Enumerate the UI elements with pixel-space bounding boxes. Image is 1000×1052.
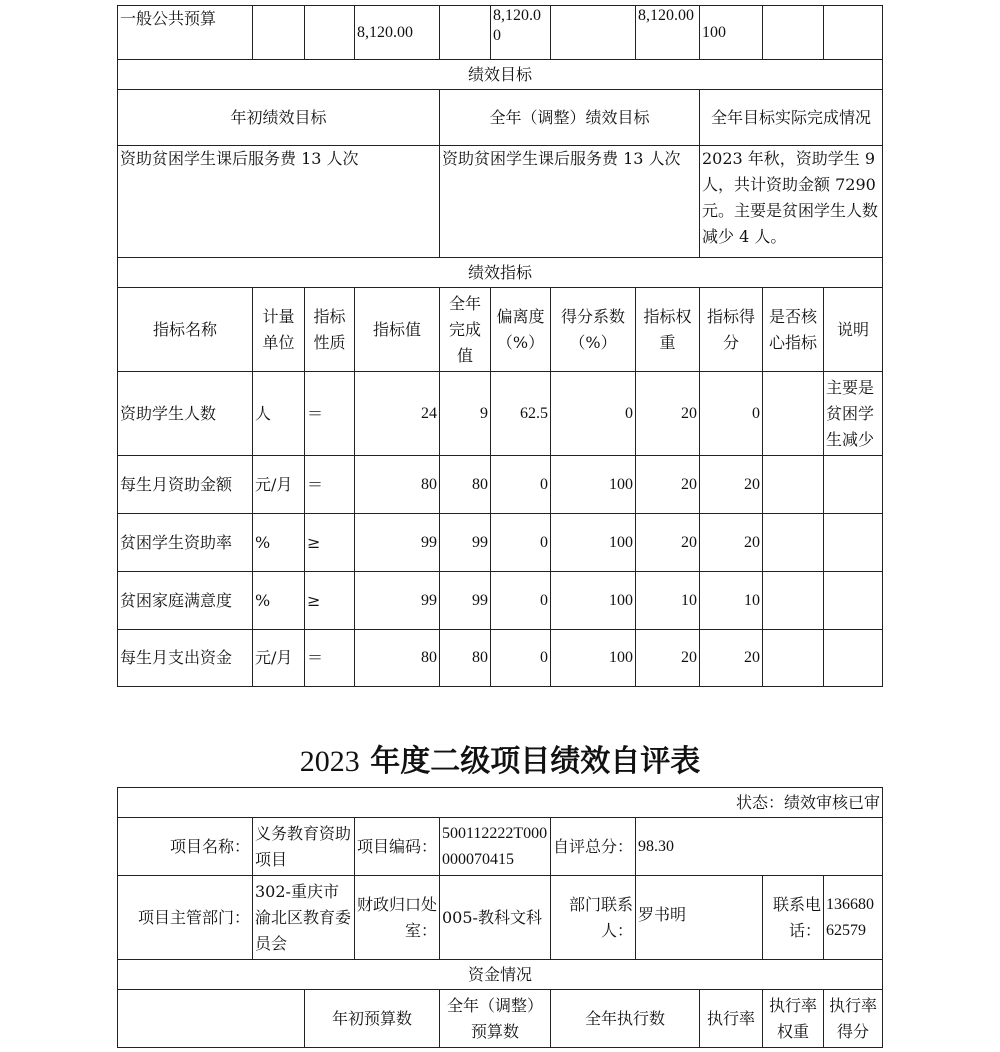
indicator-deviation: 0 bbox=[491, 514, 551, 572]
funds-header: 执行率得分 bbox=[824, 990, 883, 1048]
indicator-header: 指标得分 bbox=[700, 288, 763, 372]
funds-header: 全年（调整）预算数 bbox=[440, 990, 551, 1048]
project-name: 义务教育资助项目 bbox=[253, 818, 355, 876]
indicator-coefficient: 0 bbox=[551, 372, 636, 456]
indicator-core bbox=[763, 372, 824, 456]
funds-header-blank bbox=[118, 990, 305, 1048]
indicator-core bbox=[763, 514, 824, 572]
indicator-unit: % bbox=[253, 572, 305, 630]
indicator-header: 得分系数（%） bbox=[551, 288, 636, 372]
indicator-note: 主要是贫困学生减少 bbox=[824, 372, 883, 456]
indicator-deviation: 0 bbox=[491, 572, 551, 630]
goals-header: 年初绩效目标 bbox=[118, 90, 440, 146]
actual-result: 2023 年秋，资助学生 9 人，共计资助金额 7290 元。主要是贫困学生人数减少 4 人。 bbox=[700, 146, 883, 258]
indicator-done: 99 bbox=[440, 514, 491, 572]
funds-header: 全年执行数 bbox=[551, 990, 700, 1048]
indicator-name: 每生月支出资金 bbox=[118, 630, 253, 687]
indicator-score: 20 bbox=[700, 514, 763, 572]
project-name-label: 项目名称： bbox=[118, 818, 253, 876]
indicator-value: 99 bbox=[355, 572, 440, 630]
finance-label: 财政归口处室： bbox=[355, 876, 440, 960]
indicator-header: 说明 bbox=[824, 288, 883, 372]
self-score: 98.30 bbox=[636, 818, 883, 876]
budget-row bbox=[118, 6, 883, 60]
finance-value: 005-教科文科 bbox=[440, 876, 551, 960]
budget-cell: 8,120.00 bbox=[355, 6, 440, 60]
contact-value: 罗书明 bbox=[636, 876, 763, 960]
indicator-value: 24 bbox=[355, 372, 440, 456]
indicator-header: 是否核心指标 bbox=[763, 288, 824, 372]
indicator-note bbox=[824, 572, 883, 630]
indicator-header: 偏离度（%） bbox=[491, 288, 551, 372]
indicator-coefficient: 100 bbox=[551, 630, 636, 687]
budget-label: 一般公共预算 bbox=[118, 6, 253, 60]
indicator-header: 全年完成值 bbox=[440, 288, 491, 372]
indicator-note bbox=[824, 514, 883, 572]
indicator-nature: ＝ bbox=[305, 372, 355, 456]
indicator-header: 指标名称 bbox=[118, 288, 253, 372]
indicator-value: 99 bbox=[355, 514, 440, 572]
title-text: 年度二级项目绩效自评表 bbox=[359, 744, 701, 779]
indicator-name: 贫困家庭满意度 bbox=[118, 572, 253, 630]
indicator-deviation: 62.5 bbox=[491, 372, 551, 456]
performance-table bbox=[117, 5, 883, 687]
goals-header: 全年（调整）绩效目标 bbox=[440, 90, 700, 146]
indicator-nature: ＝ bbox=[305, 630, 355, 687]
indicator-core bbox=[763, 572, 824, 630]
indicator-unit: 元/月 bbox=[253, 456, 305, 514]
dept-value: 302-重庆市渝北区教育委员会 bbox=[253, 876, 355, 960]
title-year: 2023 bbox=[299, 745, 360, 778]
budget-cell bbox=[763, 6, 824, 60]
indicator-nature: ≥ bbox=[305, 572, 355, 630]
indicator-unit: 人 bbox=[253, 372, 305, 456]
indicator-header: 计量单位 bbox=[253, 288, 305, 372]
indicator-deviation: 0 bbox=[491, 456, 551, 514]
indicator-name: 贫困学生资助率 bbox=[118, 514, 253, 572]
funds-header: 执行率 bbox=[700, 990, 763, 1048]
indicator-weight: 20 bbox=[636, 456, 700, 514]
table-row bbox=[118, 572, 883, 630]
indicator-score: 10 bbox=[700, 572, 763, 630]
indicator-weight: 20 bbox=[636, 372, 700, 456]
budget-cell bbox=[824, 6, 883, 60]
budget-cell bbox=[305, 6, 355, 60]
funds-header: 年初预算数 bbox=[305, 990, 440, 1048]
indicator-header: 指标权重 bbox=[636, 288, 700, 372]
budget-cell bbox=[440, 6, 491, 60]
budget-cell: 8,120.00 bbox=[491, 6, 551, 60]
indicator-note bbox=[824, 630, 883, 687]
goals-header: 全年目标实际完成情况 bbox=[700, 90, 883, 146]
indicator-deviation: 0 bbox=[491, 630, 551, 687]
indicator-core bbox=[763, 630, 824, 687]
indicator-unit: % bbox=[253, 514, 305, 572]
indicator-done: 80 bbox=[440, 456, 491, 514]
indicator-coefficient: 100 bbox=[551, 514, 636, 572]
indicator-nature: ＝ bbox=[305, 456, 355, 514]
table-row bbox=[118, 372, 883, 456]
indicator-header: 指标值 bbox=[355, 288, 440, 372]
goals-section-title: 绩效目标 bbox=[118, 60, 883, 90]
indicator-weight: 20 bbox=[636, 514, 700, 572]
initial-goal: 资助贫困学生课后服务费 13 人次 bbox=[118, 146, 440, 258]
funds-header: 执行率权重 bbox=[763, 990, 824, 1048]
indicator-coefficient: 100 bbox=[551, 456, 636, 514]
contact-label: 部门联系人： bbox=[551, 876, 636, 960]
budget-cell: 100 bbox=[700, 6, 763, 60]
budget-cell bbox=[253, 6, 305, 60]
indicator-value: 80 bbox=[355, 456, 440, 514]
self-score-label: 自评总分： bbox=[551, 818, 636, 876]
adjusted-goal: 资助贫困学生课后服务费 13 人次 bbox=[440, 146, 700, 258]
indicators-section-title: 绩效指标 bbox=[118, 258, 883, 288]
indicator-note bbox=[824, 456, 883, 514]
indicator-nature: ≥ bbox=[305, 514, 355, 572]
project-info-table bbox=[117, 787, 883, 1048]
budget-cell: 8,120.00 bbox=[636, 6, 700, 60]
status-badge: 状态：绩效审核已审 bbox=[118, 788, 883, 818]
indicator-value: 80 bbox=[355, 630, 440, 687]
indicator-weight: 10 bbox=[636, 572, 700, 630]
indicator-score: 20 bbox=[700, 630, 763, 687]
indicator-done: 9 bbox=[440, 372, 491, 456]
indicator-name: 每生月资助金额 bbox=[118, 456, 253, 514]
phone-label: 联系电话： bbox=[763, 876, 824, 960]
indicator-unit: 元/月 bbox=[253, 630, 305, 687]
project-code-label: 项目编码： bbox=[355, 818, 440, 876]
indicator-done: 99 bbox=[440, 572, 491, 630]
phone-value: 13668062579 bbox=[824, 876, 883, 960]
indicator-header: 指标性质 bbox=[305, 288, 355, 372]
budget-cell bbox=[551, 6, 636, 60]
page-title bbox=[0, 742, 1000, 782]
table-row bbox=[118, 630, 883, 687]
table-row bbox=[118, 456, 883, 514]
indicator-score: 20 bbox=[700, 456, 763, 514]
indicator-core bbox=[763, 456, 824, 514]
table-row bbox=[118, 514, 883, 572]
indicators-header-row bbox=[118, 288, 883, 372]
funds-section-title: 资金情况 bbox=[118, 960, 883, 990]
indicator-weight: 20 bbox=[636, 630, 700, 687]
indicator-done: 80 bbox=[440, 630, 491, 687]
indicator-coefficient: 100 bbox=[551, 572, 636, 630]
indicator-name: 资助学生人数 bbox=[118, 372, 253, 456]
indicator-score: 0 bbox=[700, 372, 763, 456]
project-code: 500112222T000000070415 bbox=[440, 818, 551, 876]
dept-label: 项目主管部门： bbox=[118, 876, 253, 960]
